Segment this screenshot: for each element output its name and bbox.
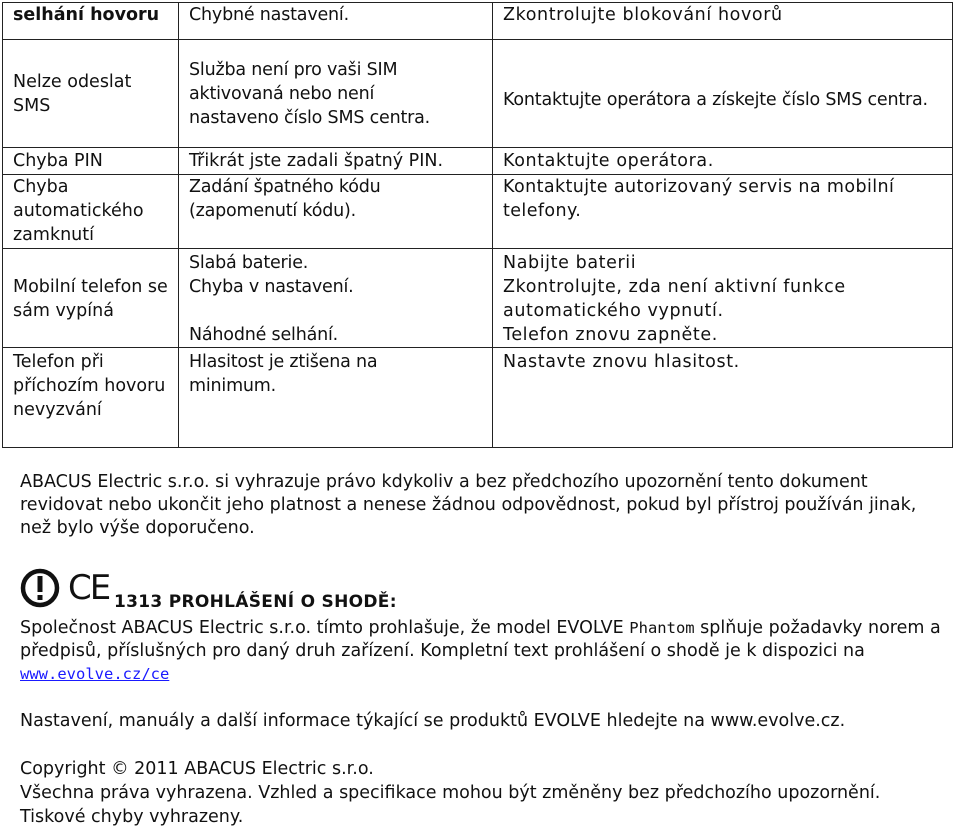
rights-line: Všechna práva vyhrazena. Vzhled a specifikace mohou být změněny bez předchozího upozornění. [20,783,881,803]
cause-cell: Zadání špatného kódu (zapomenutí kódu). [179,175,493,249]
solution-line: Zkontrolujte, zda není aktivní funkce automatického vypnutí. [503,277,846,321]
declaration-title: 1313 PROHLÁŠENÍ O SHODĚ: [114,592,397,612]
declaration-header [20,568,920,610]
solution-cell: Kontaktujte autorizovaný servis na mobilní telefony. [493,175,953,249]
cause-line: Chyba v nastavení. [189,277,354,297]
problem-cell: Nelze odeslat SMS [3,40,179,148]
info-paragraph: Nastavení, manuály a další informace týkající se produktů EVOLVE hledejte na www.evolve.cz. [20,711,846,731]
disclaimer-paragraph: ABACUS Electric s.r.o. si vyhrazuje právo kdykoliv a bez předchozího upozornění tento dokument revidovat nebo ukončit jeho platnost a nenese žádnou odpovědnost, pokud byl přístroj používán jinak, než bylo výše doporučeno. [20,472,917,538]
solution-cell: Kontaktujte operátora. [493,148,953,175]
solution-line: Telefon znovu zapněte. [503,325,718,345]
cause-cell: Služba není pro vaši SIM aktivovaná nebo není nastaveno číslo SMS centra. [179,40,493,148]
solution-cell: Zkontrolujte blokování hovorů [493,3,953,40]
cause-cell: Hlasitost je ztišena na minimum. [179,348,493,448]
warning-icon [20,568,60,608]
cause-line: Slabá baterie. [189,253,309,273]
table-row [3,40,953,148]
solution-cell: Nastavte znovu hlasitost. [493,348,953,448]
table-row [3,249,953,348]
model-name: Phantom [629,619,695,637]
typo-line: Tiskové chyby vyhrazeny. [20,807,244,827]
cause-cell [179,249,493,348]
declaration-text: splňuje požadavky norem a předpisů, příslušných pro daný druh zařízení. Kompletní text prohlášení o shodě je k dispozici na [20,618,941,661]
problem-cell: Chyba PIN [3,148,179,175]
solution-cell [493,249,953,348]
problem-cell: Chyba automatického zamknutí [3,175,179,249]
table-row [3,148,953,175]
cause-line: Náhodné selhání. [189,325,339,345]
declaration-link[interactable]: www.evolve.cz/ce [20,665,170,683]
table-row [3,348,953,448]
table-row [3,3,953,40]
declaration-text: Společnost ABACUS Electric s.r.o. tímto prohlašuje, že model EVOLVE [20,618,630,638]
problem-cell: selhání hovoru [3,3,179,40]
cause-cell: Chybné nastavení. [179,3,493,40]
problem-cell: Mobilní telefon se sám vypíná [3,249,179,348]
cause-cell: Třikrát jste zadali špatný PIN. [179,148,493,175]
troubleshooting-table [2,2,953,448]
copyright-line: Copyright © 2011 ABACUS Electric s.r.o. [20,759,374,779]
solution-cell: Kontaktujte operátora a získejte číslo SMS centra. [493,40,953,148]
table-row [3,175,953,249]
solution-line: Nabijte baterii [503,253,637,273]
ce-mark-icon: CE [68,568,110,608]
declaration-paragraph [20,617,950,686]
problem-cell: Telefon při příchozím hovoru nevyzvání [3,348,179,448]
